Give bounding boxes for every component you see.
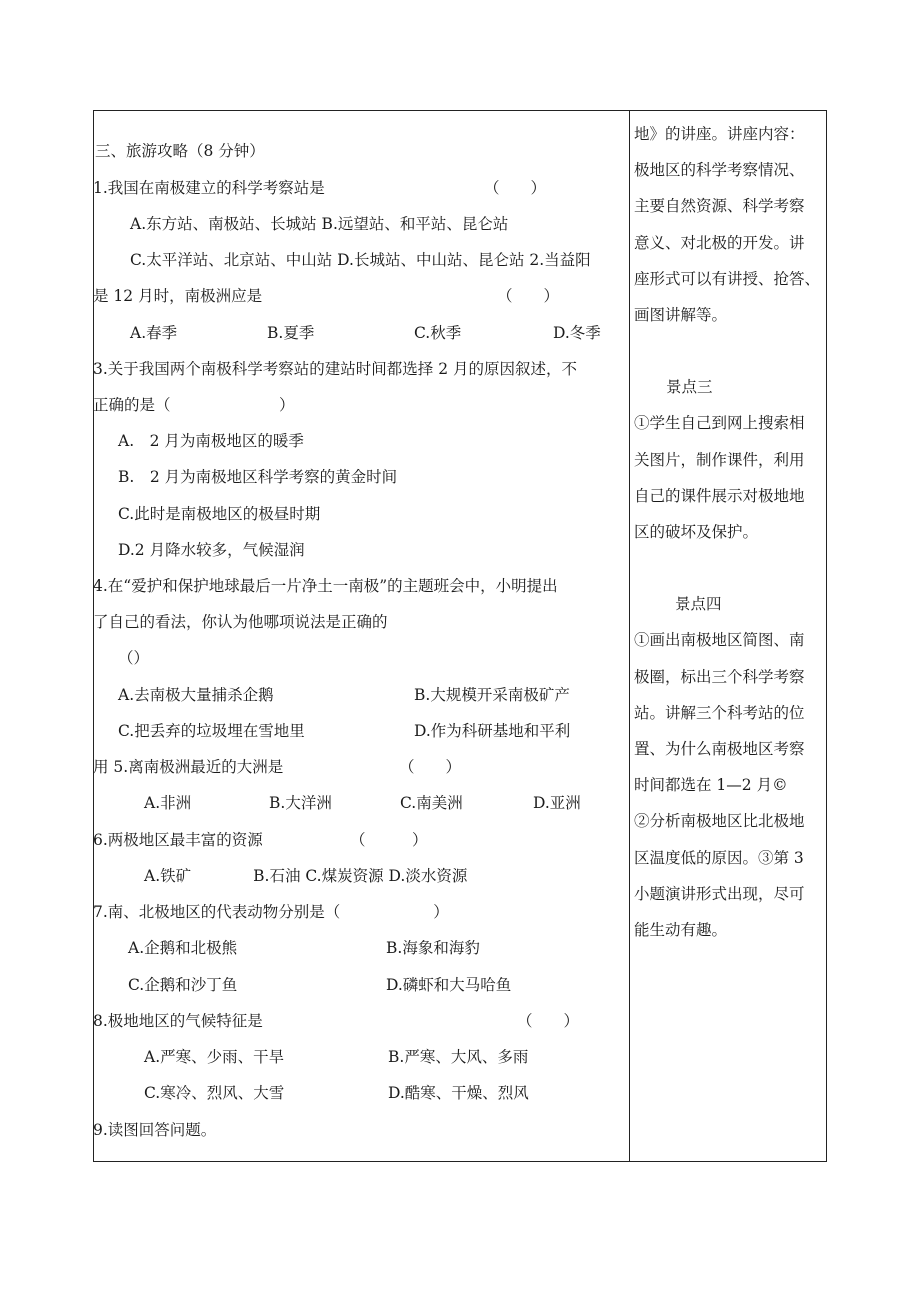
spot4-line: 置、为什么南极地区考察	[634, 740, 805, 758]
q3-option-a: A. 2 月为南极地区的暖季	[118, 432, 304, 450]
q6-blank: （ ）	[350, 831, 428, 849]
right-text-line: 座形式可以有讲授、抢答、	[634, 270, 821, 288]
q1-options-line1: A.东方站、南极站、长城站 B.远望站、和平站、昆仑站	[130, 215, 509, 233]
q5-blank: （ ）	[399, 758, 462, 776]
column-divider	[629, 110, 630, 1162]
spot3-line: 区的破坏及保护。	[634, 523, 759, 541]
spot4-line: 站。讲解三个科考站的位	[634, 704, 805, 722]
q2-blank: （ ）	[497, 287, 560, 305]
q5-option-d: D.亚洲	[533, 794, 581, 812]
q8-option-a: A.严寒、少雨、干旱	[144, 1048, 285, 1066]
q7-option-b: B.海象和海豹	[386, 939, 480, 957]
spot3-line: 自己的课件展示对极地地	[634, 487, 805, 505]
spot4-line: 时间都选在 1—2 月©	[634, 776, 788, 794]
spot4-line: 极圈，标出三个科学考察	[634, 668, 805, 686]
q1-stem: 1.我国在南极建立的科学考察站是	[93, 179, 325, 197]
q3-option-b: B. 2 月为南极地区科学考察的黄金时间	[118, 468, 398, 486]
q1-options-line2: C.太平洋站、北京站、中山站 D.长城站、中山站、昆仑站 2.当益阳	[130, 251, 591, 269]
q4-option-c: C.把丢弃的垃圾埋在雪地里	[118, 722, 305, 740]
q5-option-c: C.南美洲	[400, 794, 463, 812]
spot4-line: 区温度低的原因。③第 3	[634, 849, 804, 867]
q3-stem-line1: 3.关于我国两个南极科学考察站的建站时间都选择 2 月的原因叙述，不	[93, 360, 578, 378]
right-text-line: 意义、对北极的开发。讲	[634, 234, 805, 252]
q5-option-a: A.非洲	[144, 794, 192, 812]
spot4-title: 景点四	[675, 595, 722, 613]
right-text-line: 主要自然资源、科学考察	[634, 197, 805, 215]
q7-option-c: C.企鹅和沙丁鱼	[128, 976, 238, 994]
spot3-line: ①学生自己到网上搜索相	[634, 414, 805, 432]
right-text-line: 地》的讲座。讲座内容：	[634, 125, 805, 143]
q3-option-c: C.此时是南极地区的极昼时期	[118, 505, 321, 523]
q1-blank: （ ）	[484, 179, 547, 197]
spot4-line: ②分析南极地区比北极地	[634, 812, 805, 830]
q7-option-a: A.企鹅和北极熊	[128, 939, 238, 957]
right-text-line: 极地区的科学考察情况、	[634, 161, 805, 179]
q8-option-c: C.寒冷、烈风、大雪	[144, 1084, 285, 1102]
q4-option-b: B.大规模开采南极矿产	[414, 686, 570, 704]
q2-option-b: B.夏季	[267, 324, 315, 342]
q2-option-d: D.冬季	[553, 324, 601, 342]
q3-option-d: D.2 月降水较多，气候湿润	[118, 541, 305, 559]
q4-option-a: A.去南极大量捕杀企鹅	[118, 686, 274, 704]
q8-option-b: B.严寒、大风、多雨	[388, 1048, 529, 1066]
right-text-line: 画图讲解等。	[634, 306, 728, 324]
q2-option-c: C.秋季	[414, 324, 462, 342]
spot4-line: 能生动有趣。	[634, 921, 728, 939]
q8-option-d: D.酷寒、干燥、烈风	[388, 1084, 529, 1102]
q6-options: A.铁矿 B.石油 C.煤炭资源 D.淡水资源	[144, 867, 468, 885]
q3-stem-line2: 正确的是（ ）	[93, 396, 295, 414]
spot3-line: 关图片，制作课件，利用	[634, 451, 805, 469]
q5-option-b: B.大洋洲	[269, 794, 332, 812]
q4-stem-line1: 4.在“爱护和保护地球最后一片净土一南极”的主题班会中，小明提出	[93, 577, 558, 595]
q7-option-d: D.磷虾和大马哈鱼	[386, 976, 512, 994]
spot4-line: ①画出南极地区简图、南	[634, 631, 805, 649]
q8-stem: 8.极地地区的气候特征是	[93, 1012, 263, 1030]
q4-option-d: D.作为科研基地和平利	[414, 722, 571, 740]
q5-stem: 用 5.离南极洲最近的大洲是	[93, 758, 284, 776]
q2-stem: 是 12 月时，南极洲应是	[93, 287, 263, 305]
q6-stem: 6.两极地区最丰富的资源	[93, 831, 263, 849]
spot4-line: 小题演讲形式出现，尽可	[634, 885, 805, 903]
q7-stem: 7.南、北极地区的代表动物分别是（ ）	[93, 903, 449, 921]
section-title: 三、旅游攻略（8 分钟）	[95, 142, 265, 160]
q2-option-a: A.春季	[130, 324, 178, 342]
q4-stem-line2: 了自己的看法，你认为他哪项说法是正确的	[93, 613, 388, 631]
spot3-title: 景点三	[666, 378, 713, 396]
q4-blank: （）	[118, 649, 150, 667]
q9-stem: 9.读图回答问题。	[93, 1121, 217, 1139]
q8-blank: （ ）	[517, 1012, 580, 1030]
